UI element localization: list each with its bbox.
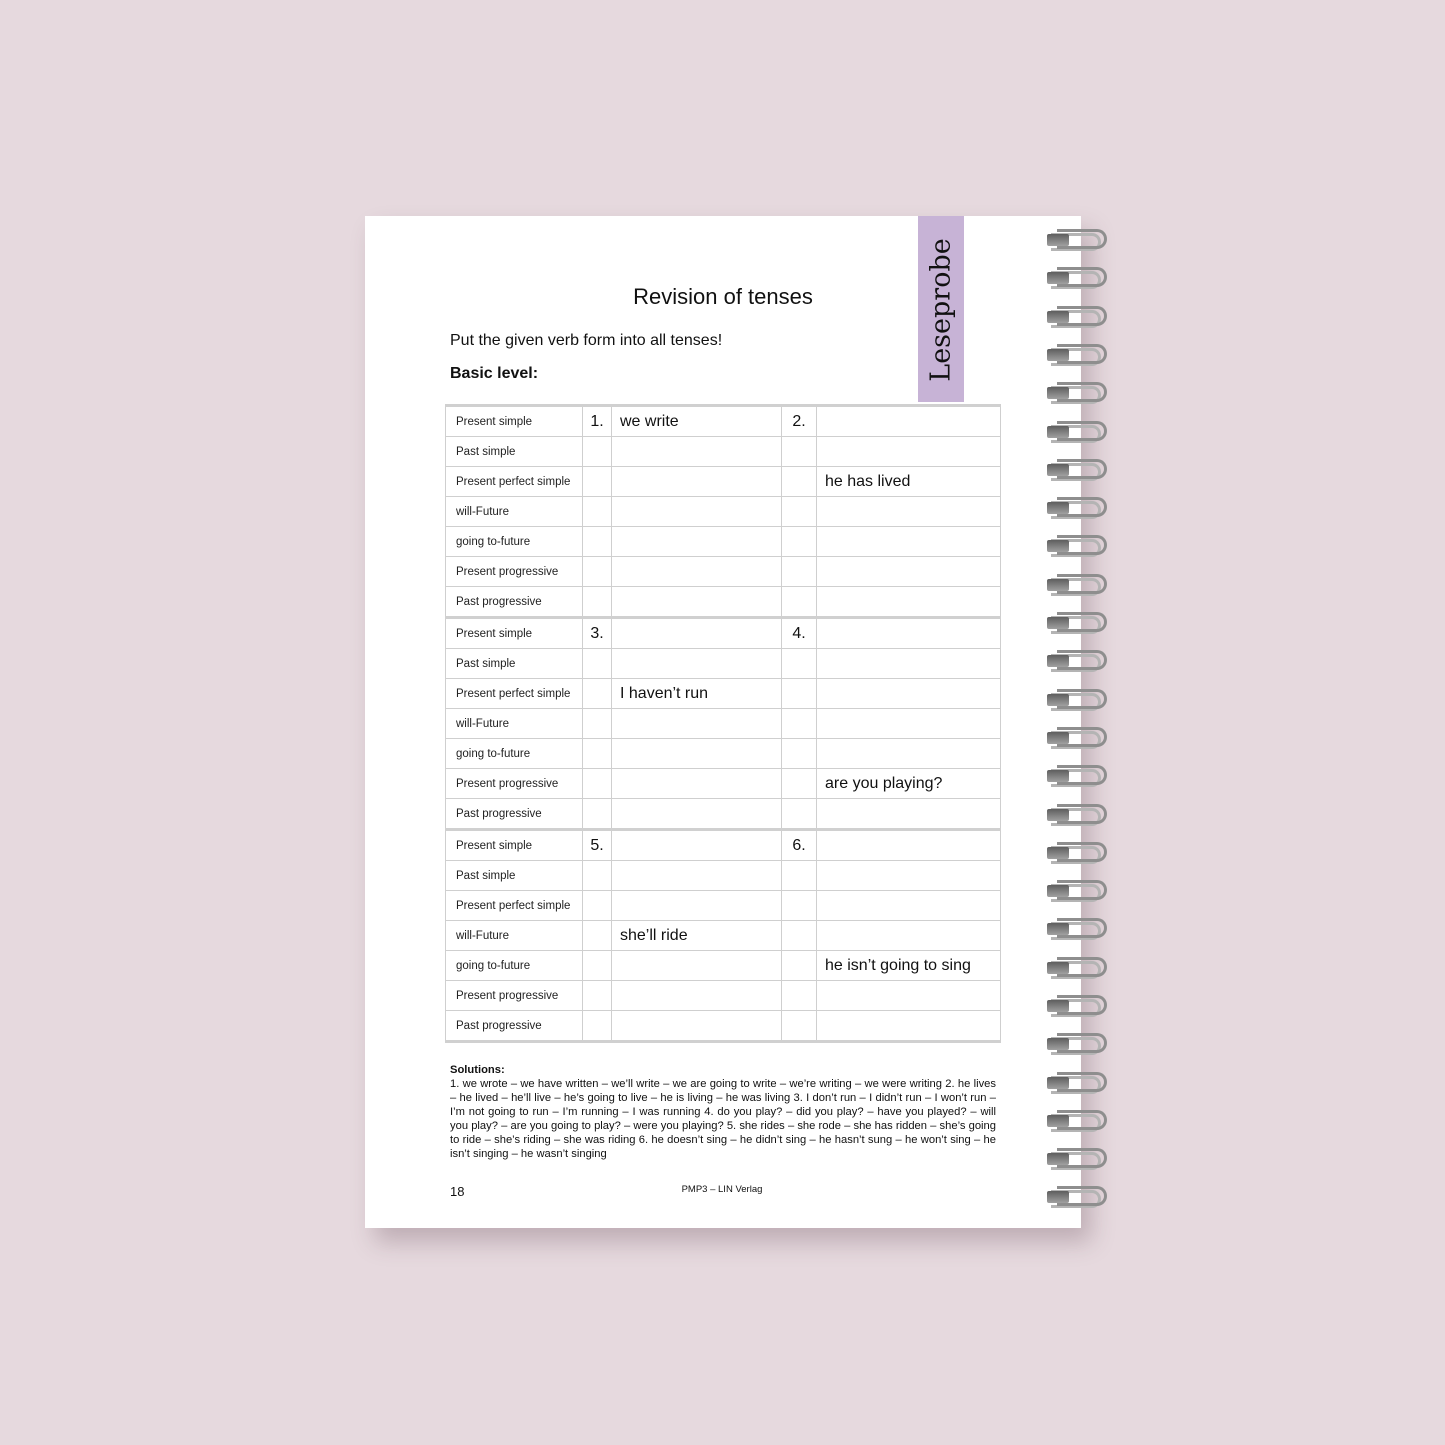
answer-cell[interactable] [612,467,782,497]
exercise-number [583,467,612,497]
exercise-number: 4. [782,618,817,649]
tense-label: Past progressive [446,587,583,618]
answer-cell[interactable] [612,437,782,467]
exercise-number [782,951,817,981]
answer-cell[interactable] [612,830,782,861]
exercise-number [583,709,612,739]
answer-cell[interactable] [612,769,782,799]
spiral-ring [1045,1109,1111,1133]
answer-cell[interactable] [817,1011,1001,1042]
spiral-ring [1045,496,1111,520]
tense-label: Present perfect simple [446,467,583,497]
table-row [446,739,1001,769]
spiral-ring [1045,458,1111,482]
tense-label: Present progressive [446,981,583,1011]
answer-cell[interactable]: she’ll ride [612,921,782,951]
answer-cell[interactable] [612,861,782,891]
spiral-ring [1045,649,1111,673]
spiral-ring [1045,1147,1111,1171]
answer-cell[interactable] [817,679,1001,709]
exercise-number [583,557,612,587]
answer-cell[interactable] [612,587,782,618]
exercise-number [782,437,817,467]
answer-cell[interactable] [612,618,782,649]
exercise-number [583,891,612,921]
page-title: Revision of tenses [633,284,813,309]
leseprobe-label: Leseprobe [925,238,957,382]
answer-cell[interactable] [612,891,782,921]
table-row [446,406,1001,437]
spiral-ring [1045,228,1111,252]
exercise-block [446,406,1001,618]
answer-cell[interactable] [817,437,1001,467]
exercise-number [583,649,612,679]
answer-cell[interactable] [817,527,1001,557]
tense-label: will-Future [446,497,583,527]
exercise-number [583,861,612,891]
spiral-ring [1045,956,1111,980]
exercise-number [583,739,612,769]
exercise-number [583,799,612,830]
level-heading: Basic level: [450,365,539,382]
exercise-number [583,769,612,799]
tense-label: Present perfect simple [446,679,583,709]
exercise-number [782,557,817,587]
answer-cell[interactable] [612,981,782,1011]
table-row [446,497,1001,527]
answer-cell[interactable] [612,557,782,587]
answer-cell[interactable] [612,527,782,557]
answer-cell[interactable] [817,921,1001,951]
spiral-ring [1045,534,1111,558]
solutions-text: 1. we wrote – we have written – we’ll write – we are going to write – we’re writing – we were writing 2. he lives – he lived – he’ll live – he’s going to live – he is living – he was living 3. I don’t run – I didn’t run – I won’t run – I’m not going to run – I’m running – I was running 4. do you play? – did you play? – have you played? – will you play? – are you going to play? – were you playing? 5. she rides – she rode – she has ridden – she’s going to ride – she’s riding – she was riding 6. he doesn’t sing – he didn’t sing – he hasn’t sung – he won’t sing – he isn’t singing – he wasn’t singing [450,1078,996,1160]
exercise-number: 1. [583,406,612,437]
answer-cell[interactable] [612,739,782,769]
exercise-number [583,679,612,709]
exercise-block [446,830,1001,1042]
exercise-number [583,497,612,527]
answer-cell[interactable]: we write [612,406,782,437]
table-row [446,830,1001,861]
exercise-number: 3. [583,618,612,649]
tense-label: Present simple [446,406,583,437]
tense-label: going to-future [446,739,583,769]
answer-cell[interactable] [817,618,1001,649]
table-row [446,799,1001,830]
exercise-number: 2. [782,406,817,437]
answer-cell[interactable] [817,891,1001,921]
answer-cell[interactable] [612,649,782,679]
tense-label: Past progressive [446,1011,583,1042]
tense-table [445,404,1000,1043]
spiral-ring [1045,343,1111,367]
tense-label: Present simple [446,830,583,861]
page-footer: PMP3 – LIN Verlag [681,1184,763,1195]
exercise-number [782,891,817,921]
answer-cell[interactable] [612,951,782,981]
answer-cell[interactable]: I haven’t run [612,679,782,709]
table-row [446,587,1001,618]
table-row [446,557,1001,587]
answer-cell[interactable]: he has lived [817,467,1001,497]
exercise-number [583,951,612,981]
answer-cell[interactable]: he isn’t going to sing [817,951,1001,981]
tense-label: Present perfect simple [446,891,583,921]
spiral-ring [1045,764,1111,788]
answer-cell[interactable] [612,497,782,527]
exercise-number [782,769,817,799]
table-row [446,981,1001,1011]
spiral-ring [1045,994,1111,1018]
tense-label: Past simple [446,861,583,891]
answer-cell[interactable] [612,1011,782,1042]
spiral-ring [1045,917,1111,941]
tense-label: Present progressive [446,769,583,799]
answer-cell[interactable] [817,830,1001,861]
table-row [446,861,1001,891]
spiral-ring [1045,726,1111,750]
exercise-number [583,527,612,557]
exercise-number [782,527,817,557]
spiral-ring [1045,420,1111,444]
answer-cell[interactable] [817,557,1001,587]
answer-cell[interactable]: are you playing? [817,769,1001,799]
tense-label: going to-future [446,527,583,557]
answer-cell[interactable] [817,649,1001,679]
exercise-number [583,437,612,467]
answer-cell[interactable] [817,739,1001,769]
table-row [446,891,1001,921]
exercise-number [782,497,817,527]
exercise-block [446,618,1001,830]
answer-cell[interactable] [817,406,1001,437]
exercise-number [583,981,612,1011]
spiral-ring [1045,841,1111,865]
tense-label: Past simple [446,649,583,679]
exercise-number [782,861,817,891]
exercise-number [583,921,612,951]
answer-cell[interactable] [612,799,782,830]
tense-label: Past simple [446,437,583,467]
spiral-ring [1045,1185,1111,1209]
solutions-section [450,1063,996,1161]
exercise-number [782,981,817,1011]
spiral-binding [1045,228,1115,1224]
spiral-ring [1045,803,1111,827]
exercise-number [782,679,817,709]
answer-cell[interactable] [817,587,1001,618]
answer-cell[interactable] [612,709,782,739]
spiral-ring [1045,573,1111,597]
table-row [446,437,1001,467]
table-row [446,467,1001,497]
exercise-number [782,709,817,739]
table-row [446,951,1001,981]
spiral-ring [1045,305,1111,329]
spiral-ring [1045,879,1111,903]
spiral-ring [1045,381,1111,405]
table-row [446,709,1001,739]
table-row [446,1011,1001,1042]
tense-label: will-Future [446,921,583,951]
table-row [446,921,1001,951]
table-row [446,527,1001,557]
exercise-number [782,799,817,830]
table-row [446,649,1001,679]
exercise-number: 5. [583,830,612,861]
exercise-number: 6. [782,830,817,861]
exercise-number [782,921,817,951]
exercise-number [782,649,817,679]
spiral-ring [1045,611,1111,635]
table-row [446,769,1001,799]
workbook-page [365,216,1081,1228]
tense-label: Present simple [446,618,583,649]
answer-cell[interactable] [817,981,1001,1011]
answer-cell[interactable] [817,861,1001,891]
answer-cell[interactable] [817,799,1001,830]
spiral-ring [1045,688,1111,712]
table-row [446,679,1001,709]
instruction-text: Put the given verb form into all tenses! [450,332,723,349]
tense-label: will-Future [446,709,583,739]
exercise-number [782,1011,817,1042]
solutions-label: Solutions: [450,1064,505,1076]
spiral-ring [1045,1032,1111,1056]
tense-label: Past progressive [446,799,583,830]
spiral-ring [1045,1071,1111,1095]
exercise-number [583,587,612,618]
answer-cell[interactable] [817,497,1001,527]
spiral-ring [1045,266,1111,290]
exercise-number [782,467,817,497]
table-row [446,618,1001,649]
exercise-number [782,587,817,618]
answer-cell[interactable] [817,709,1001,739]
exercise-number [782,739,817,769]
exercise-number [583,1011,612,1042]
tense-label: going to-future [446,951,583,981]
page-number: 18 [450,1184,465,1199]
tense-label: Present progressive [446,557,583,587]
